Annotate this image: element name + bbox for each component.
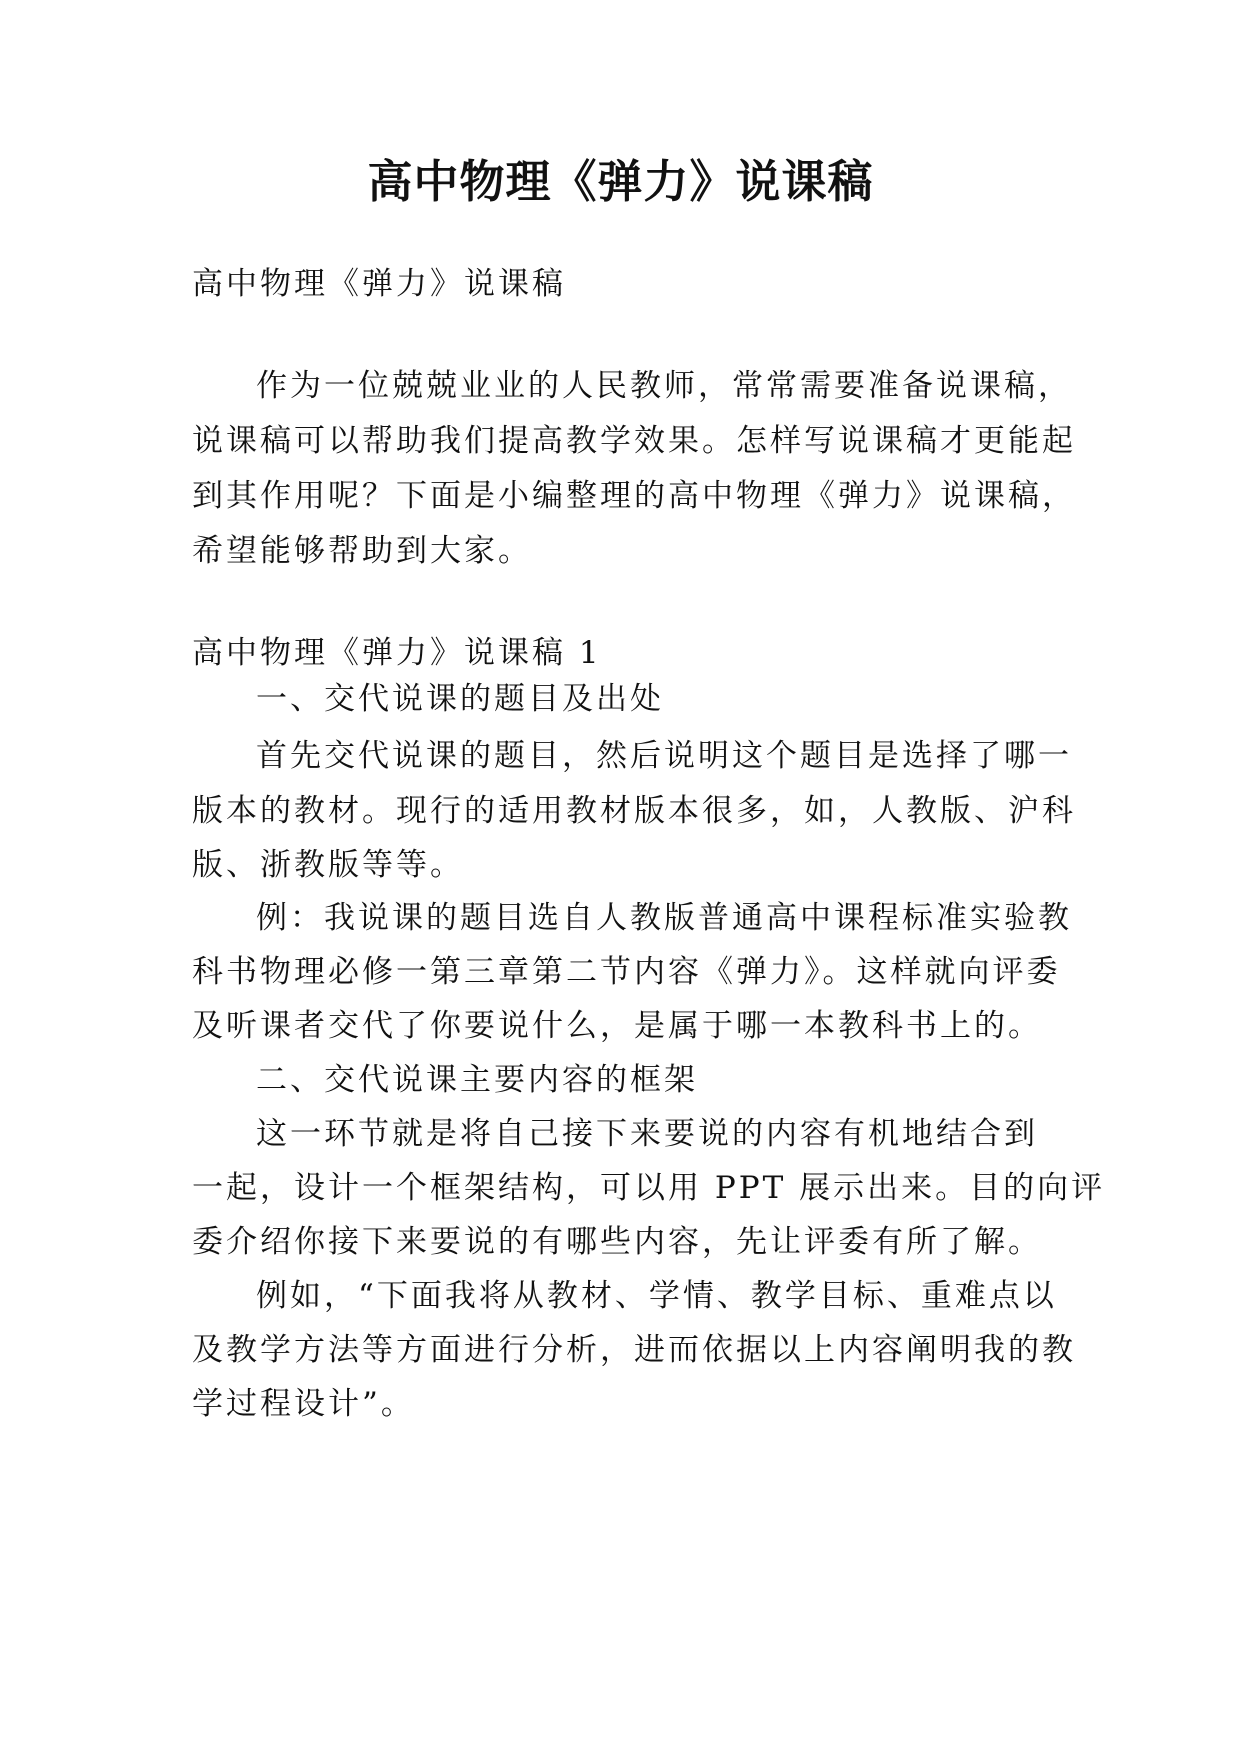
- intro-line-3: 到其作用呢？下面是小编整理的高中物理《弹力》说课稿，: [192, 478, 1076, 514]
- intro-line-2: 说课稿可以帮助我们提高教学效果。怎样写说课稿才更能起: [192, 423, 1076, 459]
- paragraph-3-line-1: 这一环节就是将自己接下来要说的内容有机地结合到: [256, 1116, 1038, 1152]
- paragraph-4-line-2: 及教学方法等方面进行分析，进而依据以上内容阐明我的教: [192, 1332, 1076, 1368]
- heading-1: 一、交代说课的题目及出处: [256, 681, 664, 717]
- intro-line-1: 作为一位兢兢业业的人民教师，常常需要准备说课稿，: [256, 368, 1072, 404]
- paragraph-1-line-3: 版、浙教版等等。: [192, 847, 464, 883]
- paragraph-4-line-3: 学过程设计”。: [192, 1386, 415, 1422]
- document-title: 高中物理《弹力》说课稿: [367, 155, 874, 208]
- heading-2: 二、交代说课主要内容的框架: [256, 1062, 698, 1098]
- paragraph-3-line-2: 一起，设计一个框架结构，可以用 PPT 展示出来。目的向评: [192, 1170, 1106, 1206]
- paragraph-1-line-2: 版本的教材。现行的适用教材版本很多，如，人教版、沪科: [192, 793, 1076, 829]
- intro-line-4: 希望能够帮助到大家。: [192, 533, 532, 569]
- document-subtitle: 高中物理《弹力》说课稿: [192, 266, 566, 302]
- paragraph-4-line-1: 例如，“下面我将从教材、学情、教学目标、重难点以: [256, 1278, 1057, 1314]
- paragraph-1-line-1: 首先交代说课的题目，然后说明这个题目是选择了哪一: [256, 738, 1072, 774]
- paragraph-2-line-2: 科书物理必修一第三章第二节内容《弹力》。这样就向评委: [192, 954, 1061, 990]
- section-title: 高中物理《弹力》说课稿 1: [192, 635, 602, 671]
- paragraph-2-line-1: 例：我说课的题目选自人教版普通高中课程标准实验教: [256, 900, 1072, 936]
- paragraph-2-line-3: 及听课者交代了你要说什么，是属于哪一本教科书上的。: [192, 1008, 1042, 1044]
- paragraph-3-line-3: 委介绍你接下来要说的有哪些内容，先让评委有所了解。: [192, 1224, 1042, 1260]
